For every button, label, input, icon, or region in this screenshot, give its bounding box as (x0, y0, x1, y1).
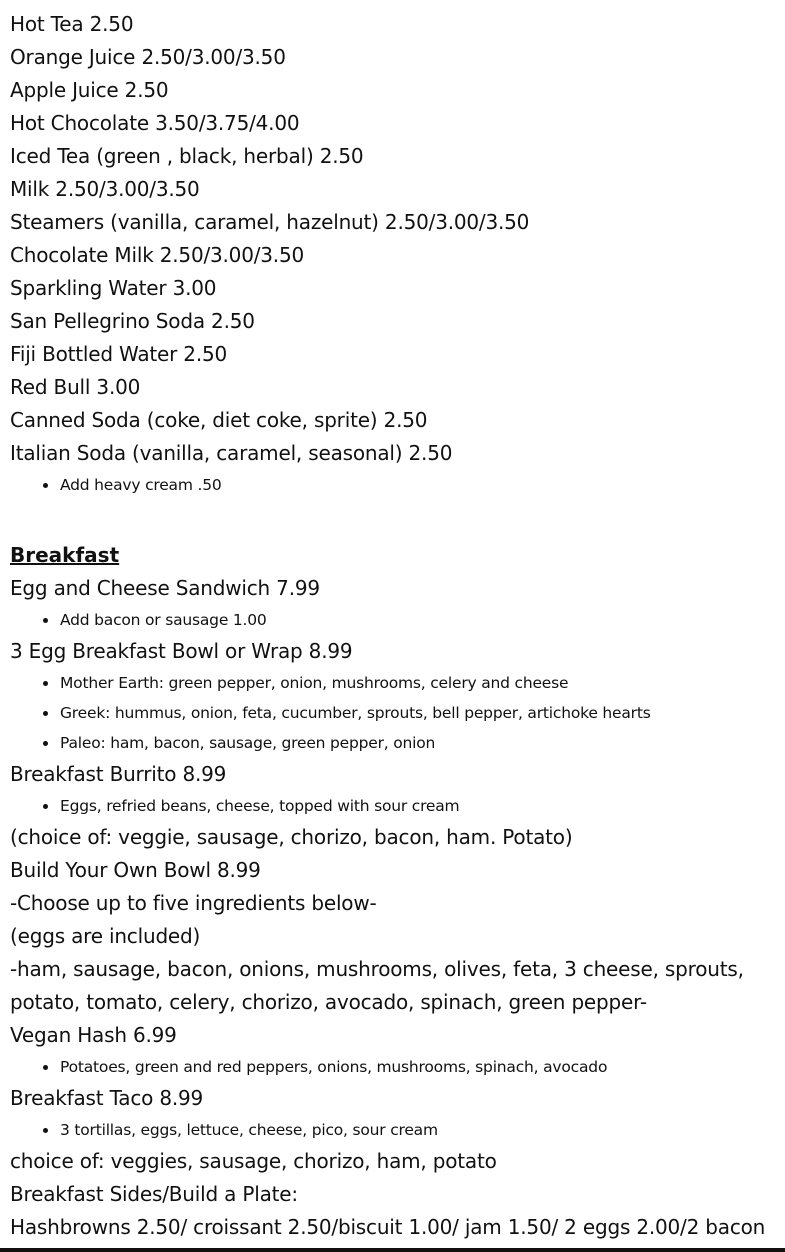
taco-choice: choice of: veggies, sausage, chorizo, ham, potato (10, 1149, 497, 1173)
byo-ingredients: -ham, sausage, bacon, onions, mushrooms, olives, feta, 3 cheese, sprouts, (10, 957, 744, 981)
breakfast-section (10, 539, 785, 1244)
drink-item: Apple Juice 2.50 (10, 78, 169, 102)
sides-list: Hashbrowns 2.50/ croissant 2.50/biscuit 1.00/ jam 1.50/ 2 eggs 2.00/2 bacon (10, 1215, 766, 1239)
menu-item-bowl-wrap: 3 Egg Breakfast Bowl or Wrap 8.99 (10, 639, 353, 663)
menu-item-build-your-own: Build Your Own Bowl 8.99 (10, 858, 261, 882)
byo-ingredients: potato, tomato, celery, chorizo, avocado, spinach, green pepper- (10, 990, 647, 1014)
drink-item: Steamers (vanilla, caramel, hazelnut) 2.50/3.00/3.50 (10, 210, 530, 234)
drinks-note: Add heavy cream .50 (10, 470, 785, 500)
bowl-option: Paleo: ham, bacon, sausage, green pepper, onion (10, 728, 785, 758)
drink-item: Sparkling Water 3.00 (10, 276, 217, 300)
drink-item: Chocolate Milk 2.50/3.00/3.50 (10, 243, 305, 267)
section-gap (10, 500, 785, 539)
drink-item: San Pellegrino Soda 2.50 (10, 309, 255, 333)
drink-item: Fiji Bottled Water 2.50 (10, 342, 228, 366)
bottom-border (0, 1248, 785, 1252)
drink-item: Red Bull 3.00 (10, 375, 141, 399)
menu-page (10, 0, 785, 1252)
menu-item-note: 3 tortillas, eggs, lettuce, cheese, pico, sour cream (10, 1115, 785, 1145)
bowl-option: Mother Earth: green pepper, onion, mushrooms, celery and cheese (10, 668, 785, 698)
menu-item-note: Potatoes, green and red peppers, onions, mushrooms, spinach, avocado (10, 1052, 785, 1082)
drinks-list (10, 8, 785, 500)
menu-item-vegan-hash: Vegan Hash 6.99 (10, 1023, 177, 1047)
sides-heading: Breakfast Sides/Build a Plate: (10, 1182, 298, 1206)
drink-item: Orange Juice 2.50/3.00/3.50 (10, 45, 286, 69)
byo-instruction: (eggs are included) (10, 924, 201, 948)
drink-item: Iced Tea (green , black, herbal) 2.50 (10, 144, 364, 168)
drink-item: Hot Tea 2.50 (10, 12, 134, 36)
drink-item: Hot Chocolate 3.50/3.75/4.00 (10, 111, 300, 135)
drink-item: Milk 2.50/3.00/3.50 (10, 177, 200, 201)
menu-item-burrito: Breakfast Burrito 8.99 (10, 762, 227, 786)
drink-item: Canned Soda (coke, diet coke, sprite) 2.50 (10, 408, 428, 432)
menu-item-egg-cheese: Egg and Cheese Sandwich 7.99 (10, 576, 320, 600)
menu-item-note: Add bacon or sausage 1.00 (10, 605, 785, 635)
drink-item: Italian Soda (vanilla, caramel, seasonal) 2.50 (10, 441, 453, 465)
byo-instruction: -Choose up to five ingredients below- (10, 891, 377, 915)
menu-item-taco: Breakfast Taco 8.99 (10, 1086, 204, 1110)
breakfast-heading: Breakfast (10, 543, 120, 567)
burrito-choice: (choice of: veggie, sausage, chorizo, bacon, ham. Potato) (10, 825, 573, 849)
bowl-option: Greek: hummus, onion, feta, cucumber, sprouts, bell pepper, artichoke hearts (10, 698, 785, 728)
menu-item-note: Eggs, refried beans, cheese, topped with sour cream (10, 791, 785, 821)
menu-content (10, 8, 785, 1244)
